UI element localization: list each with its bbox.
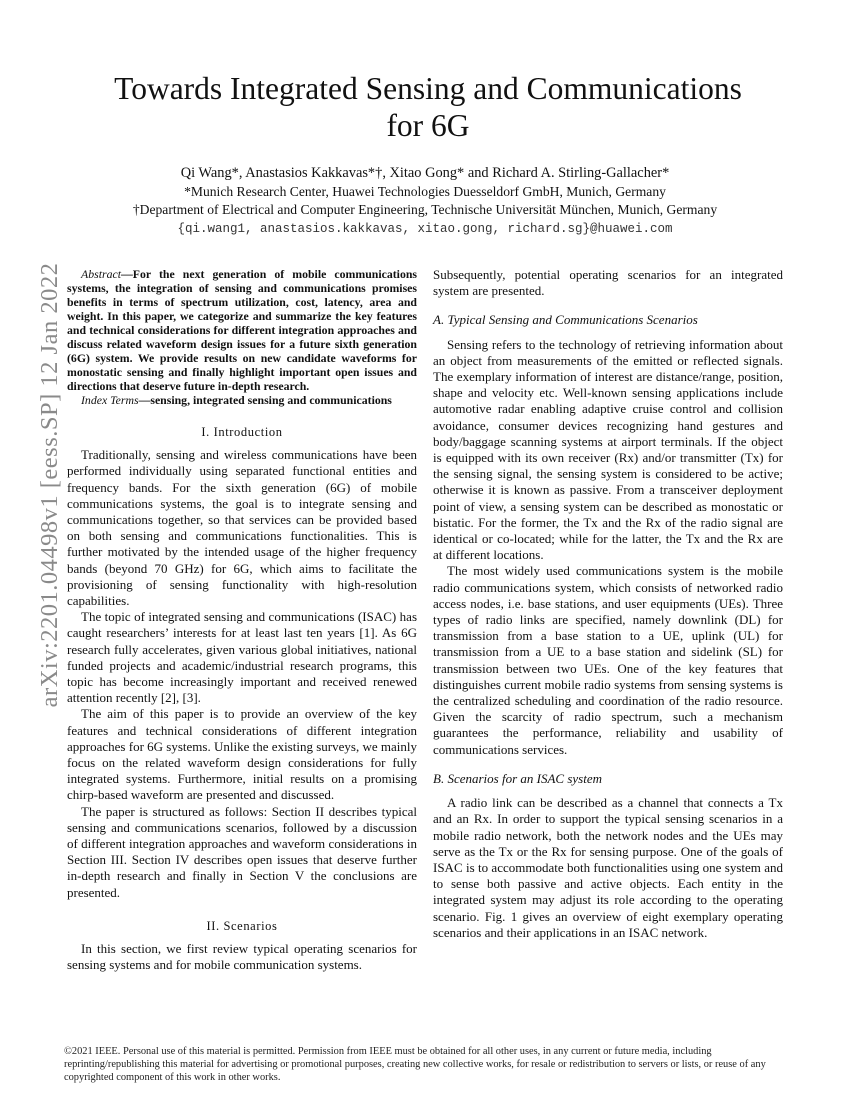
right-column bbox=[433, 267, 783, 941]
section-heading-scenarios: II. Scenarios bbox=[206, 918, 278, 933]
subsection-heading-typical-scenarios: A. Typical Sensing and Communications Scenarios bbox=[433, 312, 698, 328]
left-column bbox=[67, 267, 417, 974]
author-block bbox=[40, 164, 810, 238]
affiliation-tum: †Department of Electrical and Computer Engineering, Technische Universität München, Munich, Germany bbox=[132, 202, 718, 217]
author-names: Qi Wang*, Anastasios Kakkavas*†, Xitao Gong* and Richard A. Stirling-Gallacher* bbox=[180, 165, 670, 181]
paper-title bbox=[70, 70, 786, 144]
paragraph: The paper is structured as follows: Section II describes typical sensing and communications scenarios, followed by a discussion of different integration approaches and waveform considerations in Section III. Section IV describes open issues that deserve further in-depth research and finally in Section V the conclusions are presented. bbox=[67, 803, 417, 900]
paragraph: A radio link can be described as a channel that connects a Tx and an Rx. In order to support the typical sensing scenarios in a mobile radio network, both the network nodes and the UEs may serve as the Tx or the Rx for sensing purpose. One of the goals of ISAC is to accommodate both functionalities using one system and to sense both passive and active objects. Each entity in the integrated system may adjust its role according to the operating scenario. Fig. 1 gives an overview of eight exemplary operating scenarios and their applications in an ISAC network. bbox=[433, 795, 783, 940]
paragraph: In this section, we first review typical operating scenarios for sensing systems and for mobile communication systems. bbox=[67, 941, 417, 973]
title-line-2: for 6G bbox=[386, 108, 470, 143]
title-line-1: Towards Integrated Sensing and Communications bbox=[114, 71, 742, 106]
index-terms-text: —sensing, integrated sensing and communications bbox=[138, 393, 392, 407]
paragraph-continued: Subsequently, potential operating scenarios for an integrated system are presented. bbox=[433, 267, 783, 299]
index-terms-label: Index Terms bbox=[81, 393, 139, 407]
copyright-footer: ©2021 IEEE. Personal use of this material is permitted. Permission from IEEE must be obtained for all other uses, in any current or future media, including reprinting/republishing this material for advertising or promotional purposes, creating new collective works, for resale or redistribution to servers or lists, or reuse of any copyrighted component of this work in other works. bbox=[64, 1046, 766, 1083]
paragraph: Traditionally, sensing and wireless communications have been performed individually using separated functional entities and frequency bands. For the sixth generation (6G) of mobile communications systems, the goal is to integrate sensing and communications together, so that services can be provided based on both sensing and communications functionalities. This is further motivated by the intended usage of the higher frequency bands (beyond 70 GHz) for 6G, which aims to facilitate the provisioning of sensing functionality with high-resolution capabilities. bbox=[67, 447, 417, 609]
paragraph: The most widely used communications system is the mobile radio communications system, which consists of networked radio access nodes, i.e. base stations, and user equipments (UEs). Three types of radio links are specified, namely downlink (DL) for transmission from a base station to a UE, uplink (UL) for transmission from a UE to a base station and sidelink (SL) for transmission between two UEs. One of the key features that distinguishes current mobile radio systems from sensing systems is the centralized scheduling and coordination of the radio resource. Given the scarcity of radio spectrum, such a mechanism guarantees the performance, reliability and usability of communications services. bbox=[433, 563, 783, 757]
paragraph: The topic of integrated sensing and communications (ISAC) has caught researchers’ interests for at least last ten years [1]. As 6G research fully accelerates, given various global initiatives, national funded projects and academic/industrial research programs, this topic has become increasingly important and received renewed attention recently [2], [3]. bbox=[67, 609, 417, 706]
section-heading-introduction: I. Introduction bbox=[201, 425, 283, 439]
abstract bbox=[67, 267, 417, 393]
abstract-text: —For the next generation of mobile communications systems, the integration of sensing and communications promises benefits in terms of spectrum utilization, cost, latency, area and weight. In this paper, we categorize and summarize the key features and technical considerations for different integration approaches and discuss related waveform design issues for a future sixth generation (6G) system. We provide results on new candidate waveforms for monostatic sensing and finally highlight important open issues and directions that deserve future in-depth research. bbox=[67, 267, 417, 393]
author-emails: {qi.wang1, anastasios.kakkavas, xitao.gong, richard.sg}@huawei.com bbox=[177, 221, 673, 236]
index-terms bbox=[67, 393, 417, 407]
subsection-heading-isac-scenarios: B. Scenarios for an ISAC system bbox=[433, 770, 602, 786]
paragraph: Sensing refers to the technology of retrieving information about an object from measurements of the emitted or reflected signals. The exemplary information of interest are distance/range, position, shape and velocity etc. Well-known sensing applications include automotive radar enabling adaptive cruise control and collision avoidance, consumer devices recognizing hand gestures and body/baggage scanning systems at airport terminals. If the object is equipped with its own receiver (Rx) and/or transmitter (Tx) for the sensing signal, the sensing system is considered to be active; otherwise it is known as passive. From a transceiver deployment point of view, a sensing system can be described as monostatic or bistatic. For the former, the Tx and the Rx of the radio signal are identical or co-located; while for the latter, the Tx and the Rx are at different locations. bbox=[433, 336, 783, 563]
arxiv-identifier: arXiv:2201.04498v1 [eess.SP] 12 Jan 2022 bbox=[36, 262, 63, 708]
abstract-label: Abstract bbox=[81, 267, 121, 281]
paragraph: The aim of this paper is to provide an overview of the key features and technical considerations of different integration approaches for 6G systems. Unlike the existing surveys, we mainly focus on the related waveform design considerations for fully integrated systems. Furthermore, initial results on a promising chirp-based waveform are presented and discussed. bbox=[67, 706, 417, 803]
affiliation-munich: *Munich Research Center, Huawei Technologies Duesseldorf GmbH, Munich, Germany bbox=[184, 183, 666, 199]
